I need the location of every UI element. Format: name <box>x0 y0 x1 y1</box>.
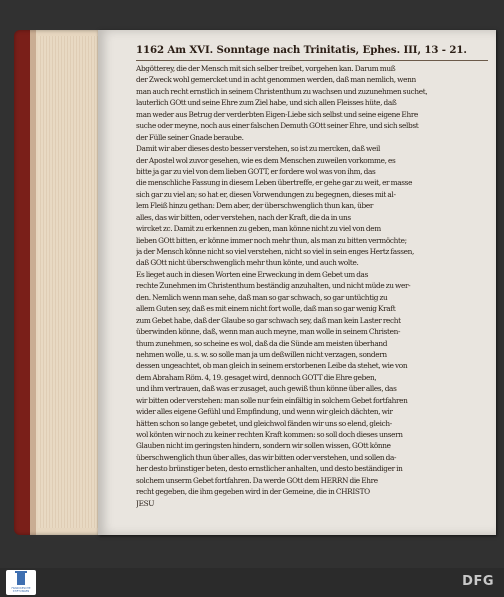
viewer-footer <box>0 568 504 597</box>
text-line: man auch recht ernstlich in seinem Christenthum zu wachsen und zuzunehmen suchet, <box>136 86 428 96</box>
text-line: solchem unserm Gebet fortfahren. Da werde GOtt dem HERRN die Ehre <box>136 475 378 485</box>
text-line: Es lieget auch in diesen Worten eine Erweckung in dem Gebet um das <box>136 269 368 279</box>
book-page <box>98 30 496 535</box>
text-line: allem Guten sey, daß es mit einem nicht fort wolle, daß man so gar wenig Kraft <box>136 304 396 314</box>
book-edge <box>14 30 104 535</box>
text-line: der Fülle seiner Gnade beraube. <box>136 132 244 142</box>
header-rule <box>136 60 488 61</box>
text-line: wir bitten oder verstehen: man solle nur fein einfältig in solchem Gebet fortfahren <box>136 395 408 405</box>
text-line: recht gegeben, die ihm gegeben wird in der Gemeine, die in CHRISTO <box>136 487 370 497</box>
building-icon <box>17 573 25 585</box>
text-line: Glauben nicht im geringsten hindern, sondern wir sollen wissen, GOtt könne <box>136 441 391 451</box>
text-line: Abgötterey, die der Mensch mit sich selber treibet, vorgehen kan. Darum muß <box>136 64 396 73</box>
text-line: wider alles eigene Gefühl und Empfindung, und wenn wir gleich dächten, wir <box>136 407 393 417</box>
text-line: die menschliche Fassung in diesem Leben übertreffe, er gehe gar zu weit, er masse <box>136 178 413 188</box>
text-line: JESU <box>136 498 155 508</box>
dfg-logo[interactable]: DFG <box>462 574 494 589</box>
running-head: 1162 Am XVI. Sonntage nach Trinitatis, Ephes. III, 13 - 21. <box>136 44 467 56</box>
text-line: ja der Mensch könne nicht so viel verstehen, nicht so viel in sein enges Hertz fassen, <box>136 247 415 256</box>
text-line: sich gar zu viel an; so hat er, diesen Vorwendungen zu begegnen, dieses mit al- <box>136 189 396 199</box>
text-line: man weder aus Betrug der verderbten Eigen-Liebe sich selbst und seine eigene Ehre <box>136 109 418 119</box>
text-line: überwinden könne, daß, wenn man auch meyne, man wolle in seinem Christen- <box>136 327 401 337</box>
text-line: überschwenglich thun über alles, das wir bitten oder verstehen, und sollen da- <box>136 452 397 462</box>
page-body-text <box>136 63 488 509</box>
text-line: hätten schon so lange gebetet, und gleichwol fänden wir uns so elend, gleich- <box>136 418 392 428</box>
text-line: und ihm vertrauen, daß was er zusaget, auch gewiß thun könne über alles, das <box>136 384 397 394</box>
text-line: Damit wir aber dieses desto besser verstehen, so ist zu mercken, daß weil <box>136 144 380 154</box>
text-line: wircket zc. Damit zu erkennen zu geben, man könne nicht zu viel von dem <box>136 224 381 234</box>
text-line: der Apostel wol zuvor gesehen, wie es dem Menschen zuweilen vorkomme, es <box>136 155 396 165</box>
text-line: suche oder meyne, noch aus einer falschen Demuth GOtt seiner Ehre, und sich selbst <box>136 121 419 131</box>
text-line: thum zunehmen, so scheine es wol, daß da die Sünde am meisten überhand <box>136 338 388 348</box>
text-line: den. Nemlich wenn man sehe, daß man so gar schwach, so gar untüchtig zu <box>136 292 388 302</box>
text-line: dessen ungeachtet, ob man gleich in seinem erstorbenen Leibe da stehet, wie von <box>136 361 408 371</box>
text-line: alles, das wir bitten, oder verstehen, nach der Kraft, die da in uns <box>136 212 351 222</box>
text-line: rechte Zunehmen im Christenthum beständig anzuhalten, und nicht müde zu wer- <box>136 281 411 291</box>
text-line: bitte ja gar zu viel von dem lieben GOTT, er fordere wol was von ihm, das <box>136 166 376 176</box>
text-line: der Zweck wohl gemercket und in acht genommen werden, daß man nemlich, wenn <box>136 75 416 85</box>
text-line: zum Gebet habe, daß der Glaube so gar schwach sey, daß man kein Laster recht <box>136 315 401 325</box>
text-line: wol könten wir noch zu keiner rechten Kraft kommen: so soll doch dieses unsern <box>136 430 403 439</box>
text-line: lauterlich GOtt und seine Ehre zum Ziel habe, und sich allen Fleisses hüte, daß <box>136 98 397 108</box>
library-logo[interactable] <box>6 570 36 595</box>
library-name: FRANCKESCHE STIFTUNGEN <box>11 587 31 593</box>
text-line: lem Fleiß hinzu gethan: Dem aber, der überschwenglich thun kan, über <box>136 201 374 211</box>
text-line: daß GOtt nicht überschwenglich mehr thun könte, und auch wolte. <box>136 258 359 268</box>
text-line: nehmen wolle, u. s. w. so solle man ja um deßwillen nicht verzagen, sondern <box>136 349 387 359</box>
text-line: her desto brünstiger beten, desto ernstlicher anhalten, und desto beständiger in <box>136 464 403 474</box>
text-line: lieben GOtt bitten, er könne immer noch mehr thun, als man zu bitten vermöchte; <box>136 235 407 245</box>
text-line: dem Abraham Röm. 4, 19. gesaget wird, dennoch GOTT die Ehre geben, <box>136 372 377 382</box>
